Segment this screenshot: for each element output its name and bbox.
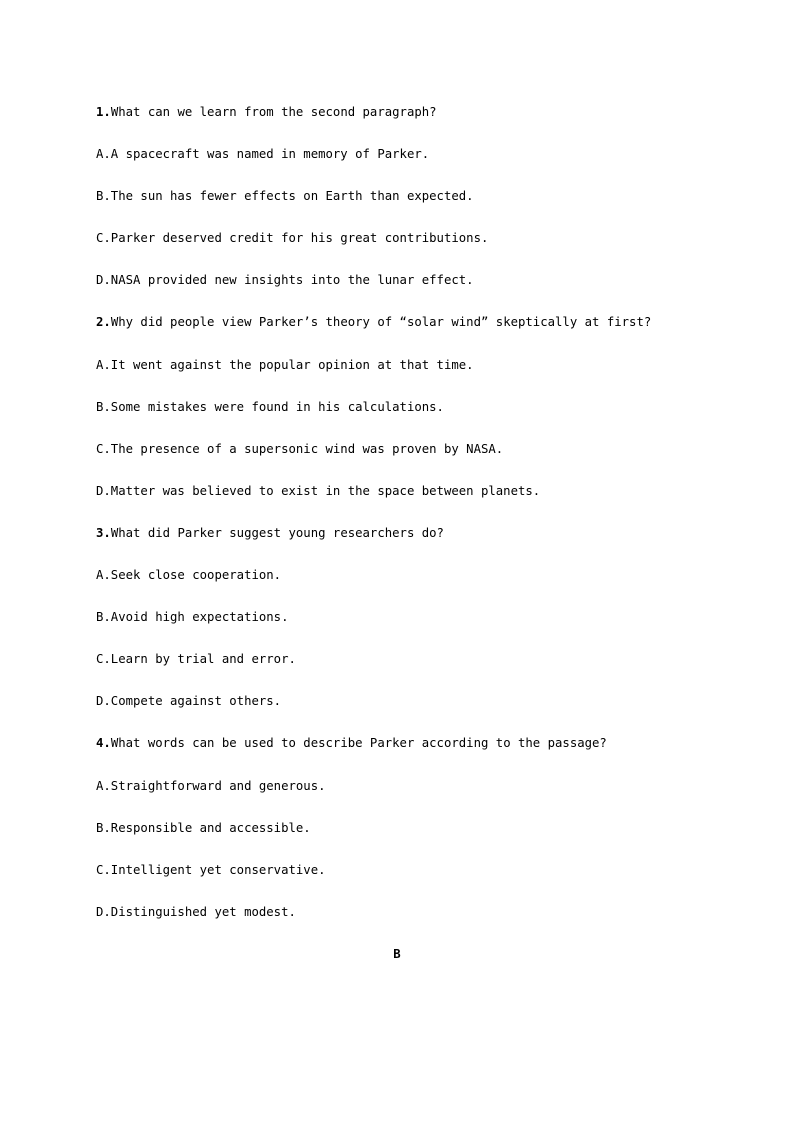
- question-3-option-c: C.Learn by trial and error.: [96, 652, 296, 667]
- question-2-stem: [96, 313, 716, 355]
- question-number: 4.: [96, 736, 111, 751]
- question-number: 1.: [96, 105, 111, 119]
- question-1-option-d: D.NASA provided new insights into the lunar effect.: [96, 273, 474, 288]
- question-2-option-d: D.Matter was believed to exist in the space between planets.: [96, 483, 541, 498]
- section-heading: B: [393, 947, 401, 961]
- question-4-option-a: A.Straightforward and generous.: [96, 778, 326, 793]
- question-1-option-b: B.The sun has fewer effects on Earth than expected.: [96, 189, 474, 204]
- question-1-option-c: C.Parker deserved credit for his great contributions.: [96, 231, 489, 246]
- question-text: What can we learn from the second paragraph?: [110, 105, 437, 119]
- question-3-option-d: D.Compete against others.: [96, 694, 282, 709]
- question-number: 3.: [96, 525, 111, 540]
- question-3-option-a: A.Seek close cooperation.: [96, 568, 282, 583]
- question-4-stem: [96, 734, 716, 776]
- question-text: What did Parker suggest young researchers do?: [110, 525, 444, 540]
- question-1-option-a: A.A spacecraft was named in memory of Parker.: [96, 147, 430, 162]
- question-number: 2.: [96, 315, 111, 330]
- question-4-option-c: C.Intelligent yet conservative.: [96, 862, 326, 877]
- question-list: [96, 103, 716, 945]
- question-text: What words can be used to describe Parker according to the passage?: [110, 736, 607, 751]
- question-2-option-b: B.Some mistakes were found in his calculations.: [96, 399, 444, 414]
- question-3-stem: [96, 524, 716, 566]
- question-1-stem: [96, 103, 716, 145]
- question-2-option-a: A.It went against the popular opinion at that time.: [96, 357, 474, 372]
- question-2-option-c: C.The presence of a supersonic wind was proven by NASA.: [96, 441, 504, 456]
- question-3-option-b: B.Avoid high expectations.: [96, 610, 289, 625]
- question-4-option-b: B.Responsible and accessible.: [96, 820, 311, 835]
- question-4-option-d: D.Distinguished yet modest.: [96, 904, 296, 919]
- question-text: Why did people view Parker’s theory of “solar wind” skeptically at first?: [110, 315, 652, 330]
